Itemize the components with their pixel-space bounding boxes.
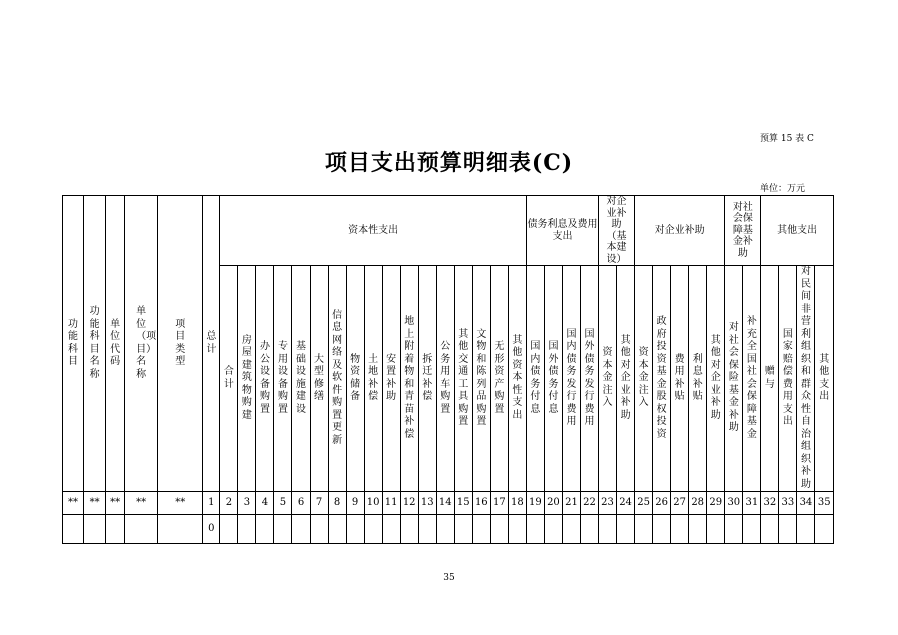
sub-column-header: 大型修缮 xyxy=(310,266,328,492)
sub-column-header: 资本金注入 xyxy=(599,266,617,492)
sub-column-header: 其他支出 xyxy=(815,266,834,492)
sub-column-header: 公务用车购置 xyxy=(436,266,454,492)
index-cell: 18 xyxy=(508,492,526,515)
sub-column-header: 国内债务付息 xyxy=(526,266,544,492)
unit-label: 单位：万元 xyxy=(760,184,806,194)
data-cell xyxy=(328,515,346,544)
data-cell xyxy=(400,515,418,544)
sub-column-header: 资本金注入 xyxy=(635,266,653,492)
index-cell: 25 xyxy=(635,492,653,515)
data-cell xyxy=(779,515,797,544)
index-cell: ** xyxy=(158,492,203,515)
data-cell xyxy=(544,515,562,544)
sub-column-header: 物资储备 xyxy=(346,266,364,492)
sub-column-header: 赠与 xyxy=(761,266,779,492)
sub-column-header: 政府投资基金股权投资 xyxy=(653,266,671,492)
total-header: 总计 xyxy=(203,196,220,492)
index-cell: 34 xyxy=(797,492,815,515)
data-cell xyxy=(725,515,743,544)
data-cell xyxy=(689,515,707,544)
data-cell xyxy=(292,515,310,544)
page-number: 35 xyxy=(443,573,455,583)
sub-column-header: 其他对企业补助 xyxy=(617,266,635,492)
index-cell: ** xyxy=(125,492,158,515)
data-cell xyxy=(635,515,653,544)
sub-column-header: 拆迁补偿 xyxy=(418,266,436,492)
data-cell xyxy=(490,515,508,544)
data-cell xyxy=(526,515,544,544)
index-cell: 28 xyxy=(689,492,707,515)
index-cell: 32 xyxy=(761,492,779,515)
function-subject-name-header: 功能科目名称 xyxy=(84,196,106,492)
index-row xyxy=(63,492,834,515)
data-cell xyxy=(580,515,598,544)
data-cell xyxy=(125,515,158,544)
index-cell: ** xyxy=(63,492,84,515)
data-cell xyxy=(815,515,834,544)
unit-project-name-header: 单位（项目）名称 xyxy=(125,196,158,492)
index-cell: 29 xyxy=(707,492,725,515)
data-cell xyxy=(653,515,671,544)
index-cell: 11 xyxy=(382,492,400,515)
index-cell: 15 xyxy=(454,492,472,515)
table-code: 预算 15 表 C xyxy=(760,134,814,144)
data-cell xyxy=(382,515,400,544)
index-cell: 9 xyxy=(346,492,364,515)
group-header: 对企业补助（基本建设） xyxy=(599,196,635,266)
page-title: 项目支出预算明细表(C) xyxy=(324,150,574,176)
unit-code-header: 单位代码 xyxy=(106,196,125,492)
sub-column-header: 其他对企业补助 xyxy=(707,266,725,492)
sub-column-header: 其他资本性支出 xyxy=(508,266,526,492)
index-cell: 1 xyxy=(203,492,220,515)
data-cell xyxy=(256,515,274,544)
index-cell: 35 xyxy=(815,492,834,515)
index-cell: 13 xyxy=(418,492,436,515)
sub-column-header: 信息网络及软件购置更新 xyxy=(328,266,346,492)
sub-column-header: 无形资产购置 xyxy=(490,266,508,492)
sub-column-header: 办公设备购置 xyxy=(256,266,274,492)
index-cell: 26 xyxy=(653,492,671,515)
index-cell: 6 xyxy=(292,492,310,515)
data-cell xyxy=(158,515,203,544)
sub-column-header: 文物和陈列品购置 xyxy=(472,266,490,492)
group-header: 其他支出 xyxy=(761,196,834,266)
index-cell: 20 xyxy=(544,492,562,515)
sub-column-header: 地上附着物和青苗补偿 xyxy=(400,266,418,492)
data-cell xyxy=(707,515,725,544)
index-cell: 17 xyxy=(490,492,508,515)
index-cell: 10 xyxy=(364,492,382,515)
index-cell: 7 xyxy=(310,492,328,515)
data-cell xyxy=(599,515,617,544)
data-cell xyxy=(617,515,635,544)
index-cell: 30 xyxy=(725,492,743,515)
data-cell xyxy=(418,515,436,544)
index-cell: 3 xyxy=(238,492,256,515)
budget-table xyxy=(62,195,834,544)
sub-column-header: 补充全国社会保障基金 xyxy=(743,266,761,492)
data-cell xyxy=(106,515,125,544)
sub-column-header: 国家赔偿费用支出 xyxy=(779,266,797,492)
index-cell: 2 xyxy=(220,492,238,515)
data-cell xyxy=(310,515,328,544)
sub-column-header: 基础设施建设 xyxy=(292,266,310,492)
index-cell: 16 xyxy=(472,492,490,515)
group-header-row xyxy=(63,196,834,266)
data-cell xyxy=(84,515,106,544)
index-cell: 22 xyxy=(580,492,598,515)
index-cell: 14 xyxy=(436,492,454,515)
index-cell: 23 xyxy=(599,492,617,515)
index-cell: 8 xyxy=(328,492,346,515)
data-cell xyxy=(454,515,472,544)
index-cell: 33 xyxy=(779,492,797,515)
sub-column-header: 土地补偿 xyxy=(364,266,382,492)
group-header: 对企业补助 xyxy=(635,196,725,266)
sub-column-header: 安置补助 xyxy=(382,266,400,492)
data-cell xyxy=(238,515,256,544)
data-cell xyxy=(472,515,490,544)
data-cell xyxy=(220,515,238,544)
index-cell: 4 xyxy=(256,492,274,515)
function-subject-header: 功能科目 xyxy=(63,196,84,492)
index-cell: 19 xyxy=(526,492,544,515)
index-cell: 12 xyxy=(400,492,418,515)
data-cell xyxy=(761,515,779,544)
data-cell xyxy=(562,515,580,544)
data-row xyxy=(63,515,834,544)
sub-column-header: 国外债务发行费用 xyxy=(580,266,598,492)
sub-column-header: 合计 xyxy=(220,266,238,492)
sub-column-header: 对民间非营利组织和群众性自治组织补助 xyxy=(797,266,815,492)
group-header: 对社会保障基金补助 xyxy=(725,196,761,266)
sub-column-header: 费用补贴 xyxy=(671,266,689,492)
project-type-header: 项目类型 xyxy=(158,196,203,492)
group-header: 资本性支出 xyxy=(220,196,527,266)
data-cell xyxy=(671,515,689,544)
sub-column-header: 专用设备购置 xyxy=(274,266,292,492)
index-cell: 5 xyxy=(274,492,292,515)
index-cell: ** xyxy=(106,492,125,515)
data-cell xyxy=(346,515,364,544)
data-cell xyxy=(63,515,84,544)
data-cell xyxy=(797,515,815,544)
index-cell: 21 xyxy=(562,492,580,515)
sub-column-header: 利息补贴 xyxy=(689,266,707,492)
data-cell xyxy=(436,515,454,544)
sub-column-header: 房屋建筑物购建 xyxy=(238,266,256,492)
sub-column-header: 国内债务发行费用 xyxy=(562,266,580,492)
index-cell: 27 xyxy=(671,492,689,515)
data-cell xyxy=(274,515,292,544)
sub-column-header: 其他交通工具购置 xyxy=(454,266,472,492)
data-cell xyxy=(508,515,526,544)
sub-column-header: 国外债务付息 xyxy=(544,266,562,492)
data-cell xyxy=(364,515,382,544)
data-cell xyxy=(743,515,761,544)
sub-column-header: 对社会保险基金补助 xyxy=(725,266,743,492)
data-cell: 0 xyxy=(203,515,220,544)
index-cell: ** xyxy=(84,492,106,515)
index-cell: 31 xyxy=(743,492,761,515)
group-header: 债务利息及费用支出 xyxy=(526,196,598,266)
index-cell: 24 xyxy=(617,492,635,515)
